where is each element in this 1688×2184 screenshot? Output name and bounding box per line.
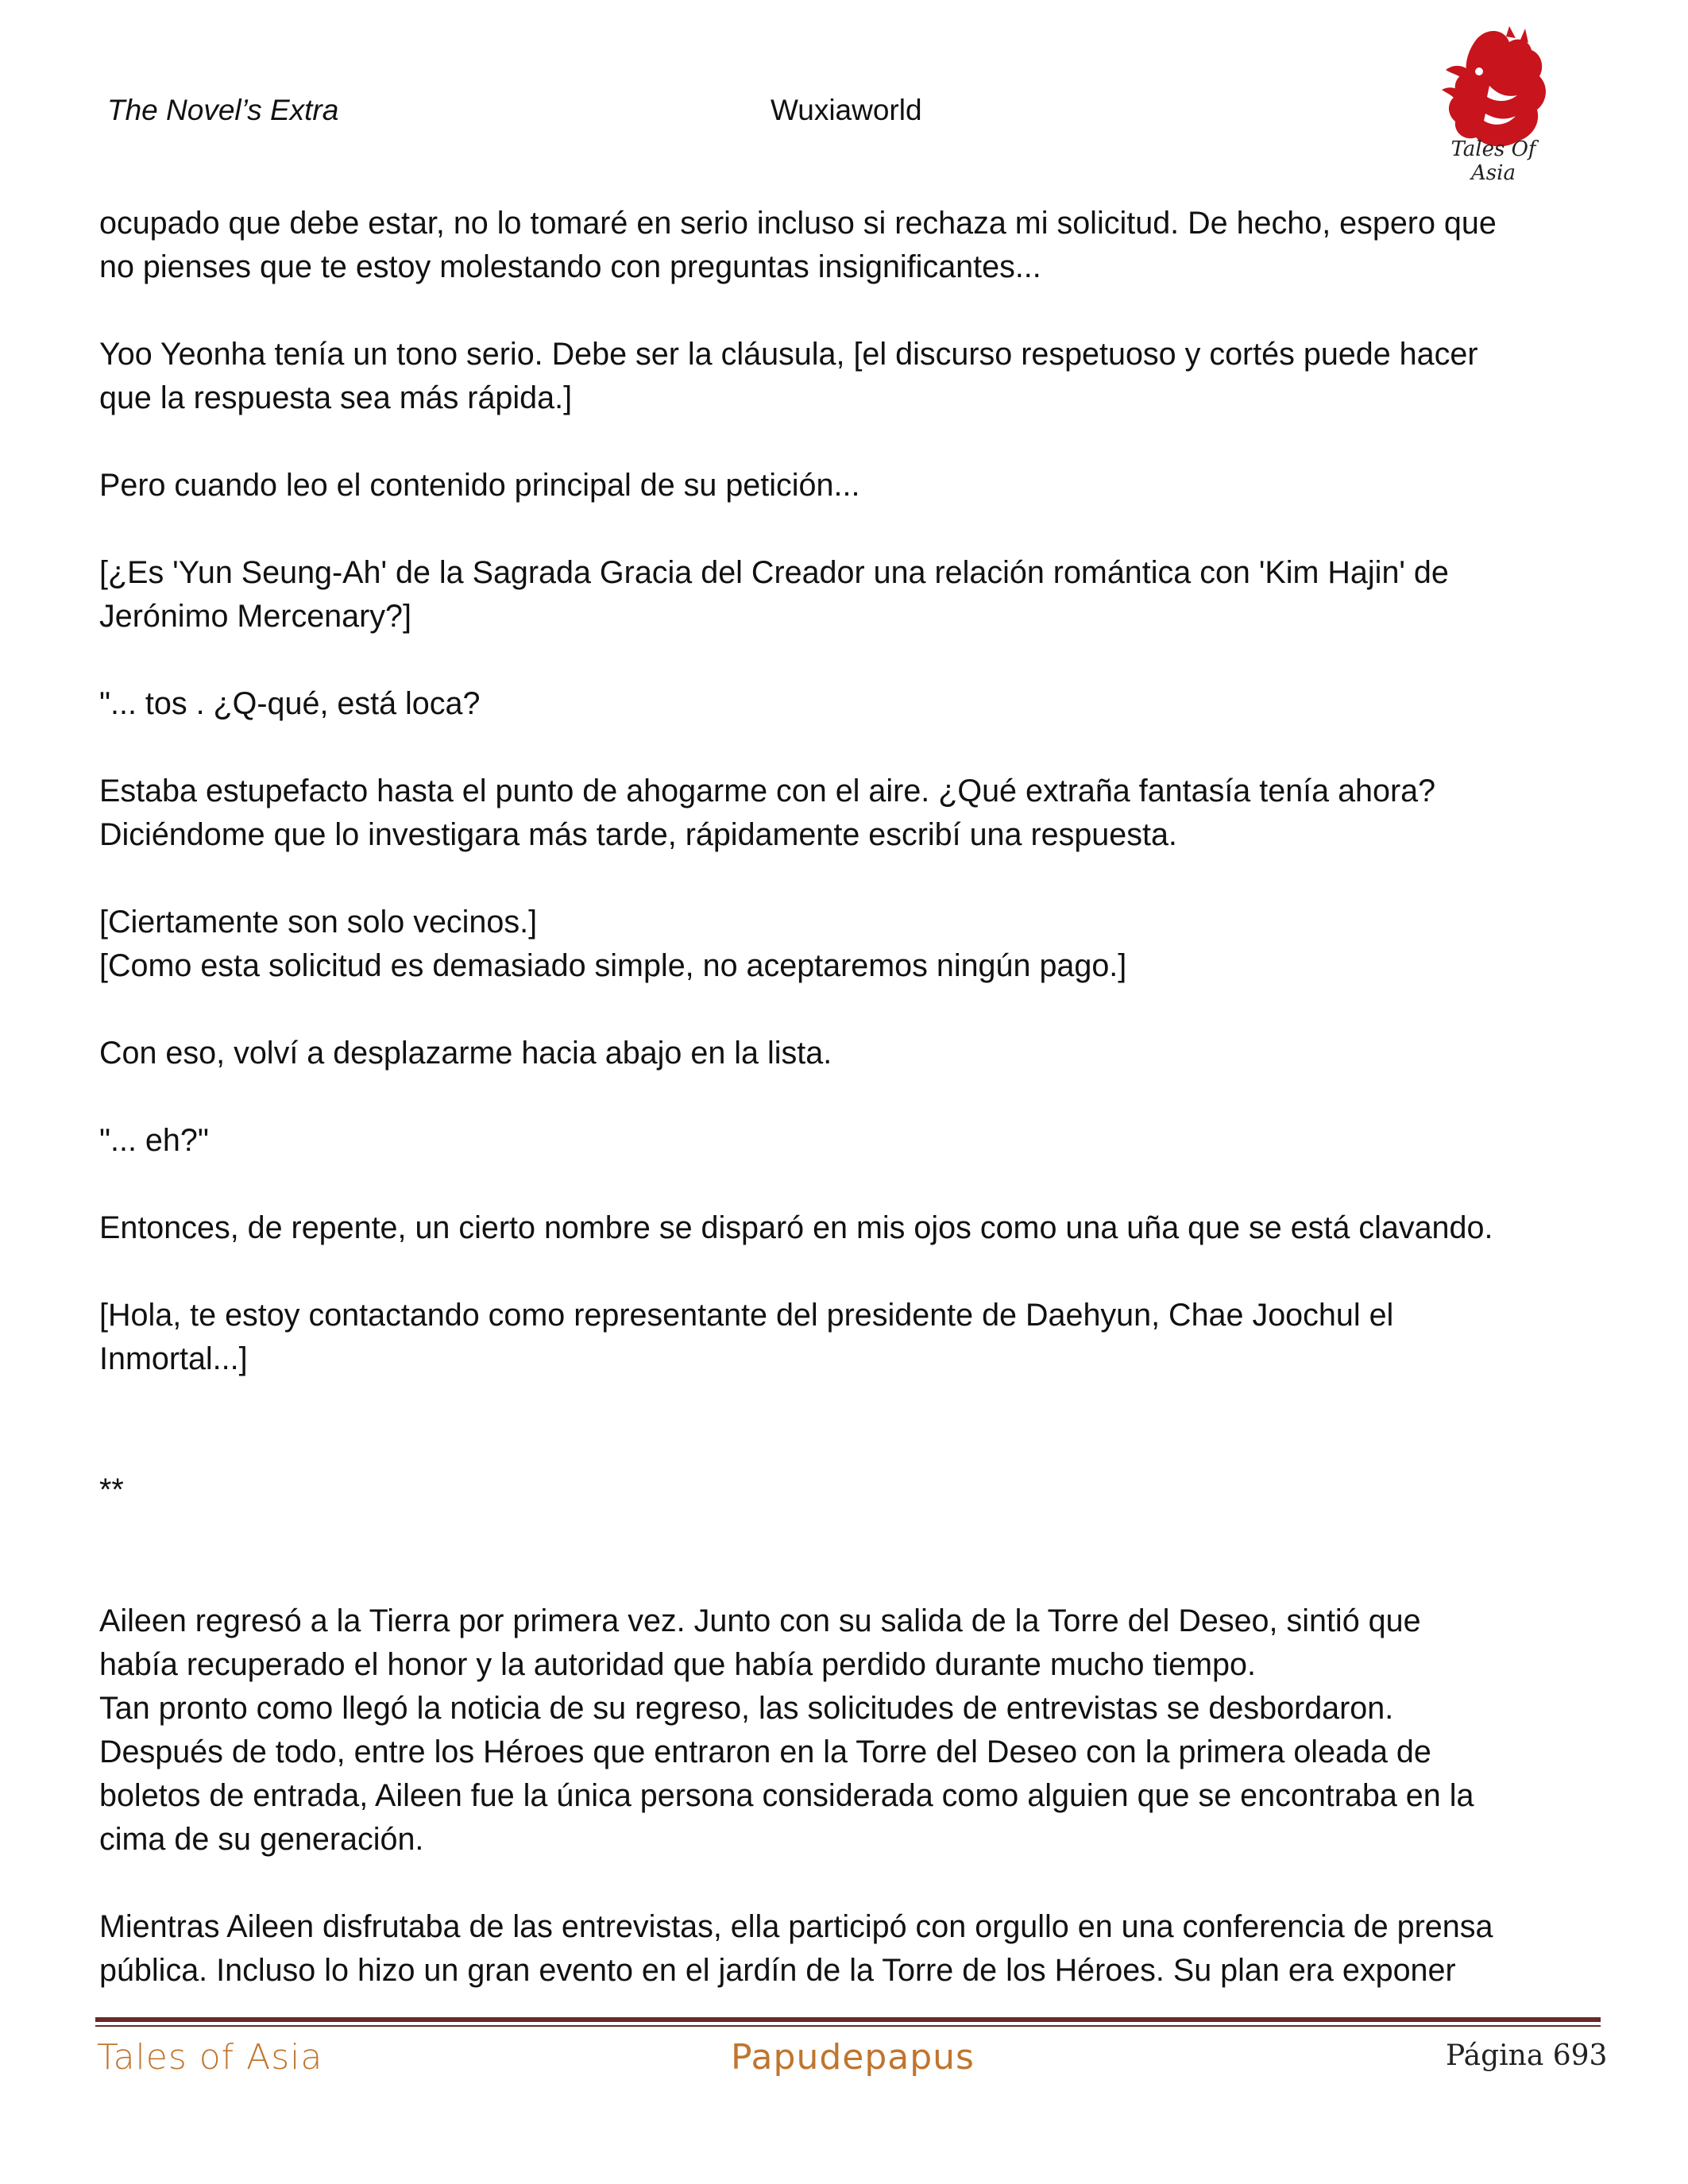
- scene-break: **: [99, 1472, 124, 1507]
- paragraph: [Ciertamente son solo vecinos.] [Como esta solicitud es demasiado simple, no aceptaremos ningún pago.]: [99, 905, 1127, 983]
- paragraph: Pero cuando leo el contenido principal de su petición...: [99, 468, 860, 503]
- paragraph: "... eh?": [99, 1123, 209, 1158]
- paragraph: Yoo Yeonha tenía un tono serio. Debe ser la cláusula, [el discurso respetuoso y cortés puede hacer que la respuesta sea más rápida.]: [99, 337, 1478, 415]
- page-number: Página 693: [1446, 2039, 1608, 2072]
- paragraph: [Hola, te estoy contactando como representante del presidente de Daehyun, Chae Joochul el Inmortal...]: [99, 1298, 1394, 1376]
- header-source: Wuxiaworld: [771, 94, 922, 126]
- paragraph: "... tos . ¿Q-qué, está loca?: [99, 686, 481, 721]
- footer-translator: Papudepapus: [731, 2037, 975, 2078]
- paragraph: Mientras Aileen disfrutaba de las entrevistas, ella participó con orgullo en una conferencia de prensa pública. Incluso lo hizo un gran evento en el jardín de la Torre de los Héroes. Su plan era exponer: [99, 1909, 1493, 1988]
- paragraph: Con eso, volví a desplazarme hacia abajo en la lista.: [99, 1036, 832, 1071]
- tales-of-asia-logo: [1430, 22, 1557, 185]
- paragraph: Aileen regresó a la Tierra por primera vez. Junto con su salida de la Torre del Deseo, sintió que había recuperado el honor y la autoridad que había perdido durante mucho tiempo. Tan pronto como llegó la noticia de su regreso, las solicitudes de entrevistas se desbordaron. Después de todo, entre los Héroes que entraron en la Torre del Deseo con la primera oleada de boletos de entrada, Aileen fue la única persona considerada como alguien que se encontraba en la cima de su generación.: [99, 1603, 1474, 1857]
- footer-site-name: Tales of Asia: [97, 2037, 323, 2078]
- footer-divider-thin: [95, 2025, 1601, 2027]
- logo-caption: Tales Of Asia: [1450, 137, 1536, 185]
- paragraph: [¿Es 'Yun Seung-Ah' de la Sagrada Gracia del Creador una relación romántica con 'Kim Hajin' de Jerónimo Mercenary?]: [99, 555, 1449, 634]
- paragraph: ocupado que debe estar, no lo tomaré en serio incluso si rechaza mi solicitud. De hecho, espero que no pienses que te estoy molestando con preguntas insignificantes...: [99, 206, 1497, 284]
- paragraph: Entonces, de repente, un cierto nombre se disparó en mis ojos como una uña que se está clavando.: [99, 1210, 1493, 1245]
- footer-divider: [95, 2017, 1601, 2022]
- paragraph: Estaba estupefacto hasta el punto de ahogarme con el aire. ¿Qué extraña fantasía tenía ahora? Diciéndome que lo investigara más tarde, rápidamente escribí una respuesta.: [99, 774, 1436, 852]
- header-novel-title: The Novel’s Extra: [107, 94, 339, 126]
- page-body: [99, 202, 1601, 1993]
